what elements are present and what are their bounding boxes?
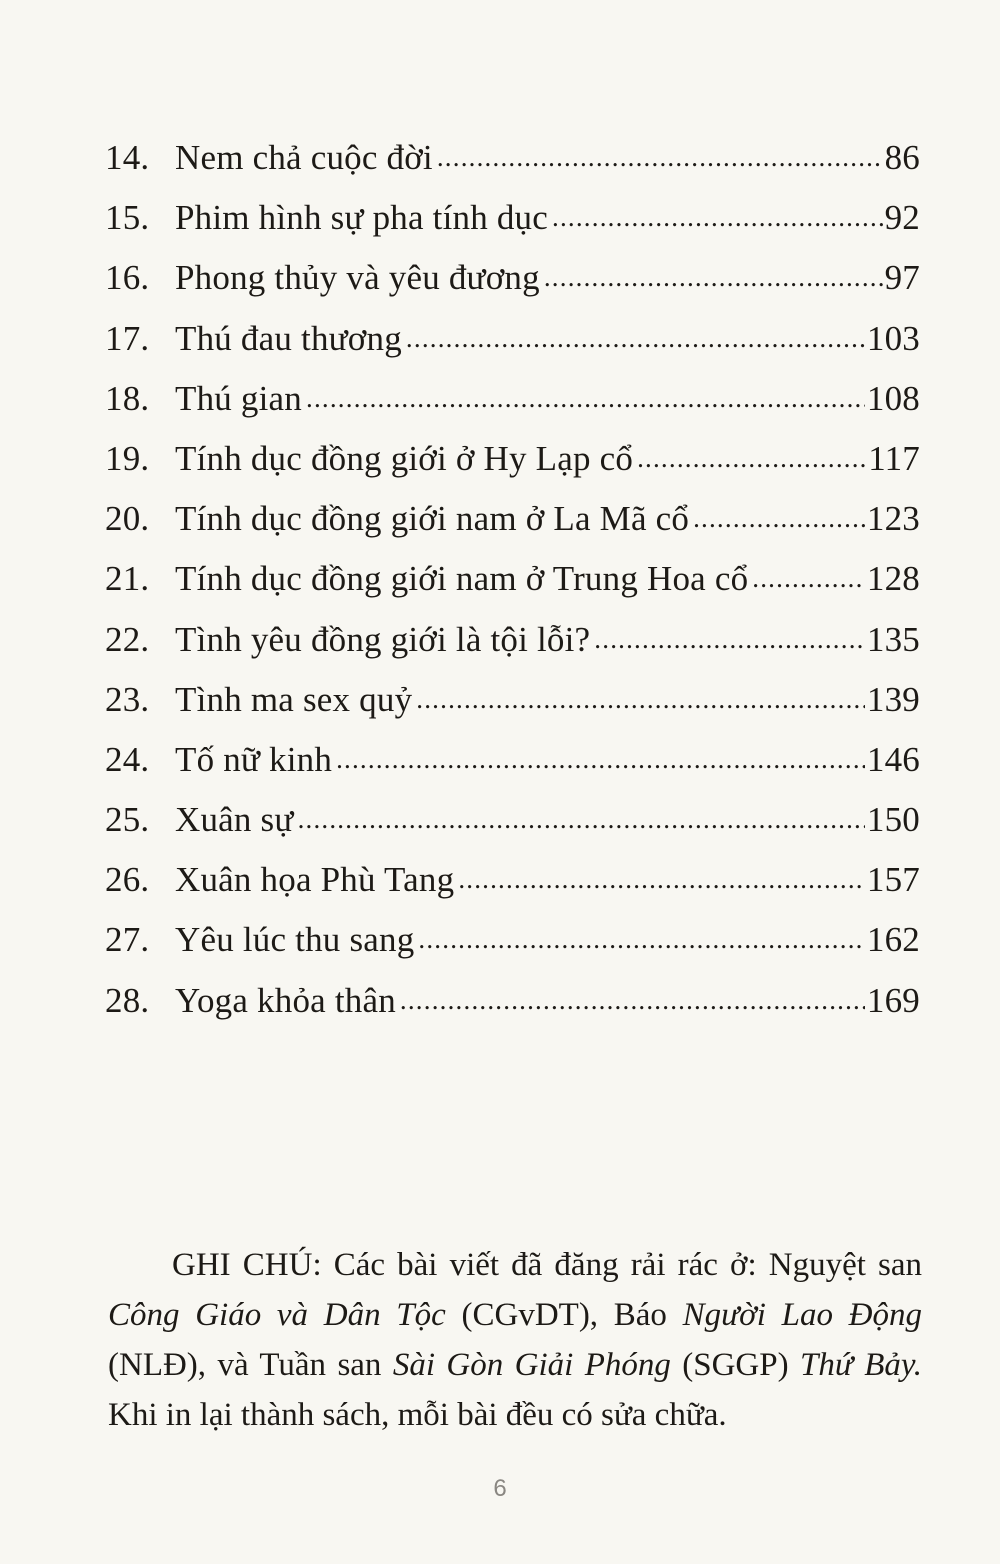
toc-entry	[105, 549, 920, 609]
toc-entry	[105, 489, 920, 549]
note-publication-title: Sài Gòn Giải Phóng	[392, 1347, 671, 1383]
dot-leader	[400, 968, 865, 1030]
toc-entry-page: 103	[866, 318, 920, 358]
toc-entry-page: 108	[866, 378, 920, 418]
toc-entry-page: 150	[866, 800, 920, 840]
dot-leader	[594, 607, 865, 669]
toc-entry	[105, 670, 920, 730]
note-text: (SGGP)	[670, 1347, 801, 1383]
toc-entry-title: Xuân họa Phù Tang	[175, 860, 455, 900]
toc-entry-number: 14.	[105, 138, 150, 177]
note-text: (CGvDT), Báo	[445, 1297, 683, 1333]
toc-entry	[105, 429, 920, 489]
toc-entry-title: Tình yêu đồng giới là tội lỗi?	[175, 619, 591, 659]
toc-entry-page: 128	[866, 559, 920, 599]
toc-entry-title: Tính dục đồng giới ở Hy Lạp cổ	[175, 438, 634, 478]
dot-leader	[416, 667, 865, 729]
table-of-contents	[105, 128, 920, 1031]
toc-entry-title: Thú gian	[175, 378, 302, 418]
toc-entry-title: Tình ma sex quỷ	[175, 679, 413, 719]
toc-entry-page: 86	[884, 138, 920, 177]
toc-entry-page: 162	[866, 920, 920, 960]
toc-entry	[105, 610, 920, 670]
toc-entry-title: Thú đau thương	[175, 318, 402, 358]
dot-leader	[418, 907, 864, 969]
toc-entry-number: 26.	[105, 860, 150, 900]
toc-entry-number: 22.	[105, 619, 150, 659]
dot-leader	[298, 787, 865, 849]
note-publication-title: Công Giáo và Dân Tộc	[108, 1297, 446, 1333]
dot-leader	[752, 546, 865, 608]
toc-entry	[105, 188, 920, 248]
toc-entry-page: 139	[866, 679, 920, 719]
toc-entry-number: 17.	[105, 318, 150, 358]
toc-entry-page: 123	[866, 499, 920, 539]
toc-entry-page: 146	[866, 739, 920, 779]
toc-entry-title: Tính dục đồng giới nam ở La Mã cổ	[175, 499, 690, 539]
dot-leader	[437, 125, 883, 187]
toc-entry-number: 20.	[105, 499, 150, 539]
dot-leader	[306, 366, 865, 428]
toc-entry-title: Phim hình sự pha tính dục	[175, 198, 548, 238]
toc-entry-page: 117	[868, 438, 920, 478]
note-text: Khi in lại thành sách, mỗi bài đều có sửa chữa.	[108, 1397, 727, 1433]
toc-entry	[105, 128, 920, 188]
toc-entry	[105, 850, 920, 910]
toc-entry-number: 27.	[105, 920, 150, 960]
toc-entry-title: Xuân sự	[175, 800, 294, 840]
toc-entry-number: 19.	[105, 438, 150, 478]
note-text: (NLĐ), và Tuần san	[108, 1347, 393, 1383]
toc-entry-page: 169	[866, 980, 920, 1020]
toc-entry-page: 135	[866, 619, 920, 659]
toc-entry-number: 21.	[105, 559, 150, 599]
editor-note	[108, 1240, 922, 1440]
toc-entry-number: 16.	[105, 258, 150, 298]
toc-entry-number: 25.	[105, 800, 150, 840]
dot-leader	[693, 486, 865, 548]
dot-leader	[458, 847, 865, 909]
note-text: GHI CHÚ: Các bài viết đã đăng rải rác ở: Nguyệt san	[172, 1247, 922, 1283]
toc-entry-page: 97	[884, 258, 920, 298]
toc-entry	[105, 309, 920, 369]
toc-entry-number: 23.	[105, 679, 150, 719]
toc-entry-number: 15.	[105, 198, 150, 238]
toc-entry-title: Tố nữ kinh	[175, 739, 333, 779]
toc-entry-title: Phong thủy và yêu đương	[175, 258, 540, 298]
dot-leader	[336, 727, 865, 789]
toc-entry	[105, 910, 920, 970]
note-publication-title: Người Lao Động	[682, 1297, 922, 1333]
note-publication-title: Thứ Bảy.	[800, 1347, 922, 1383]
toc-entry-title: Yoga khỏa thân	[175, 980, 396, 1020]
toc-entry-number: 24.	[105, 739, 150, 779]
toc-entry-number: 18.	[105, 378, 150, 418]
toc-entry-title: Nem chả cuộc đời	[175, 138, 433, 177]
dot-leader	[406, 306, 865, 368]
toc-entry-title: Tính dục đồng giới nam ở Trung Hoa cổ	[175, 559, 749, 599]
toc-entry	[105, 790, 920, 850]
dot-leader	[637, 426, 866, 488]
page-number: 6	[493, 1475, 507, 1502]
toc-entry	[105, 248, 920, 308]
toc-entry	[105, 730, 920, 790]
dot-leader	[544, 245, 883, 307]
dot-leader	[552, 185, 883, 247]
toc-entry-page: 92	[884, 198, 920, 238]
toc-entry	[105, 369, 920, 429]
toc-entry-number: 28.	[105, 980, 150, 1020]
toc-entry-page: 157	[866, 860, 920, 900]
toc-entry	[105, 971, 920, 1031]
toc-entry-title: Yêu lúc thu sang	[175, 920, 415, 960]
